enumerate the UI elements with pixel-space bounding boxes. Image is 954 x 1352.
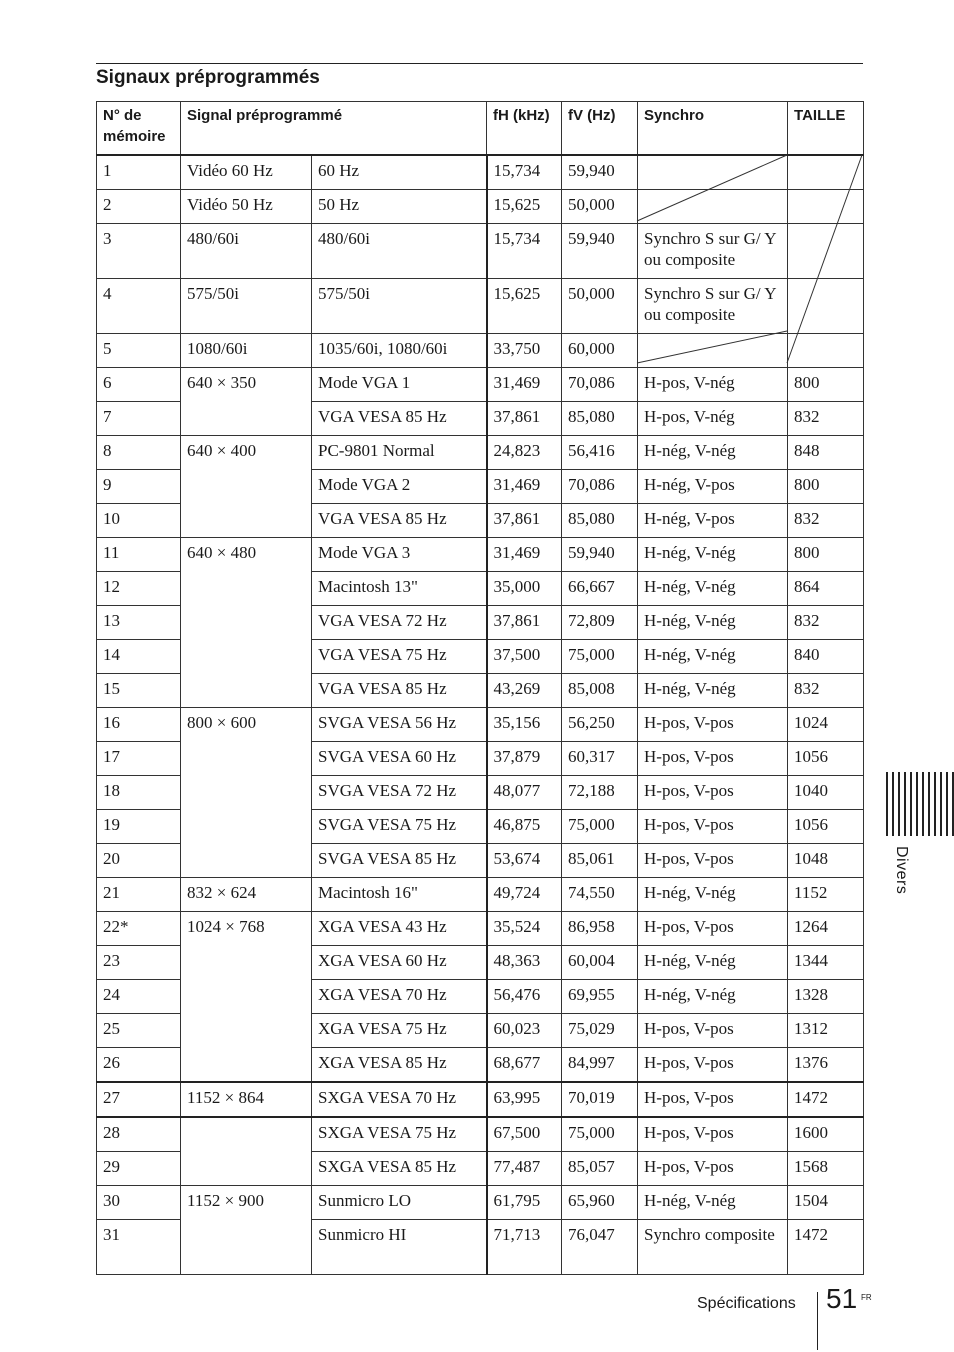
cell-signal-name: SVGA VESA 56 Hz [312,708,487,742]
cell-signal-name: 575/50i [312,279,487,334]
cell-fh: 67,500 [487,1117,562,1152]
cell-memory-no: 31 [97,1220,181,1275]
header-preset-signal: Signal préprogrammé [181,102,487,156]
cell-fv: 72,809 [562,606,638,640]
cell-memory-no: 22* [97,912,181,946]
cell-signal-name: Macintosh 13" [312,572,487,606]
table-row [97,224,864,279]
cell-size: 848 [788,436,864,470]
cell-synchro: H-nég, V-nég [638,436,788,470]
table-row [97,912,864,946]
cell-memory-no: 30 [97,1186,181,1220]
cell-size: 1056 [788,742,864,776]
cell-memory-no: 10 [97,504,181,538]
cell-synchro: H-nég, V-nég [638,674,788,708]
cell-memory-no: 15 [97,674,181,708]
cell-fh: 61,795 [487,1186,562,1220]
cell-synchro: H-nég, V-nég [638,1186,788,1220]
cell-memory-no: 19 [97,810,181,844]
cell-signal-group: 480/60i [181,224,312,279]
footer-section-label: Spécifications [697,1295,796,1312]
cell-signal-group: 575/50i [181,279,312,334]
cell-synchro: H-pos, V-nég [638,402,788,436]
cell-synchro: H-pos, V-nég [638,368,788,402]
table-row [97,708,864,742]
cell-size: 1040 [788,776,864,810]
table-row [97,742,864,776]
cell-fv: 84,997 [562,1048,638,1083]
cell-size: 1152 [788,878,864,912]
cell-signal-group: 1152 × 864 [181,1082,312,1117]
cell-signal-name: VGA VESA 75 Hz [312,640,487,674]
cell-signal-group [181,504,312,538]
cell-signal-name: Sunmicro HI [312,1220,487,1275]
cell-fh: 15,734 [487,155,562,190]
side-tab-label: Divers [893,846,910,895]
cell-synchro: H-pos, V-pos [638,912,788,946]
cell-synchro [638,334,788,368]
cell-signal-name: SXGA VESA 70 Hz [312,1082,487,1117]
cell-size [788,190,864,224]
cell-signal-name: 1035/60i, 1080/60i [312,334,487,368]
preset-signals-table [96,101,864,1275]
cell-signal-group [181,572,312,606]
cell-size: 1376 [788,1048,864,1083]
table-row [97,1186,864,1220]
footer-divider [817,1292,818,1350]
cell-signal-group [181,1014,312,1048]
cell-signal-name: XGA VESA 60 Hz [312,946,487,980]
cell-memory-no: 5 [97,334,181,368]
table-row [97,572,864,606]
cell-signal-group: 640 × 400 [181,436,312,470]
page-language: FR [861,1293,872,1302]
table-row [97,1152,864,1186]
cell-fv: 60,000 [562,334,638,368]
cell-fv: 60,004 [562,946,638,980]
cell-signal-name: SVGA VESA 72 Hz [312,776,487,810]
cell-fh: 77,487 [487,1152,562,1186]
cell-synchro: H-pos, V-pos [638,1117,788,1152]
cell-size: 1472 [788,1220,864,1275]
cell-fv: 85,080 [562,504,638,538]
table-header-row [97,102,864,156]
cell-size: 1312 [788,1014,864,1048]
cell-synchro: Synchro composite [638,1220,788,1275]
cell-fh: 35,000 [487,572,562,606]
cell-fv: 75,000 [562,640,638,674]
cell-size: 832 [788,674,864,708]
cell-size: 1328 [788,980,864,1014]
cell-size: 1264 [788,912,864,946]
cell-signal-name: VGA VESA 72 Hz [312,606,487,640]
cell-fh: 49,724 [487,878,562,912]
cell-signal-group: 640 × 480 [181,538,312,572]
cell-fh: 31,469 [487,368,562,402]
cell-fv: 72,188 [562,776,638,810]
cell-memory-no: 23 [97,946,181,980]
table-row [97,470,864,504]
header-fh: fH (kHz) [487,102,562,156]
cell-fv: 75,000 [562,1117,638,1152]
cell-synchro: H-pos, V-pos [638,1048,788,1083]
cell-size: 1048 [788,844,864,878]
cell-size: 864 [788,572,864,606]
cell-memory-no: 18 [97,776,181,810]
table-row [97,155,864,190]
header-size: TAILLE [788,102,864,156]
cell-signal-name: SVGA VESA 60 Hz [312,742,487,776]
cell-signal-name: XGA VESA 75 Hz [312,1014,487,1048]
cell-signal-name: VGA VESA 85 Hz [312,674,487,708]
cell-synchro [638,190,788,224]
table-row [97,946,864,980]
cell-signal-name: SXGA VESA 75 Hz [312,1117,487,1152]
cell-signal-group [181,776,312,810]
cell-signal-group [181,810,312,844]
cell-fh: 15,625 [487,190,562,224]
table-row [97,878,864,912]
cell-fh: 60,023 [487,1014,562,1048]
cell-synchro: H-pos, V-pos [638,844,788,878]
cell-synchro: H-nég, V-nég [638,640,788,674]
cell-fv: 76,047 [562,1220,638,1275]
cell-signal-name: 50 Hz [312,190,487,224]
cell-signal-group [181,606,312,640]
cell-synchro: H-nég, V-nég [638,538,788,572]
cell-synchro: H-nég, V-nég [638,606,788,640]
cell-fh: 68,677 [487,1048,562,1083]
top-rule [96,63,863,64]
cell-signal-group [181,742,312,776]
cell-signal-name: XGA VESA 43 Hz [312,912,487,946]
cell-signal-name: Mode VGA 3 [312,538,487,572]
cell-signal-group [181,470,312,504]
cell-synchro: H-pos, V-pos [638,708,788,742]
page-number: 51 [826,1283,858,1314]
cell-memory-no: 12 [97,572,181,606]
cell-signal-group: 832 × 624 [181,878,312,912]
cell-synchro: Synchro S sur G/ Y ou composite [638,279,788,334]
cell-signal-name: Macintosh 16" [312,878,487,912]
cell-fv: 74,550 [562,878,638,912]
cell-memory-no: 1 [97,155,181,190]
cell-memory-no: 14 [97,640,181,674]
cell-memory-no: 27 [97,1082,181,1117]
cell-fv: 66,667 [562,572,638,606]
cell-signal-group [181,640,312,674]
table-row [97,980,864,1014]
cell-size: 1568 [788,1152,864,1186]
cell-memory-no: 25 [97,1014,181,1048]
cell-signal-group [181,1048,312,1083]
cell-fh: 35,524 [487,912,562,946]
cell-fv: 75,000 [562,810,638,844]
cell-signal-group: Vidéo 60 Hz [181,155,312,190]
cell-size: 800 [788,538,864,572]
cell-signal-group [181,1117,312,1152]
cell-signal-group: 640 × 350 [181,368,312,402]
cell-fh: 37,879 [487,742,562,776]
cell-memory-no: 17 [97,742,181,776]
table-row [97,402,864,436]
cell-synchro: H-pos, V-pos [638,742,788,776]
cell-memory-no: 29 [97,1152,181,1186]
cell-memory-no: 7 [97,402,181,436]
cell-fv: 59,940 [562,155,638,190]
cell-signal-group: Vidéo 50 Hz [181,190,312,224]
cell-synchro: H-pos, V-pos [638,1082,788,1117]
cell-signal-name: VGA VESA 85 Hz [312,504,487,538]
cell-fv: 85,061 [562,844,638,878]
cell-signal-name: PC-9801 Normal [312,436,487,470]
cell-signal-name: XGA VESA 85 Hz [312,1048,487,1083]
cell-fh: 15,734 [487,224,562,279]
cell-memory-no: 9 [97,470,181,504]
cell-fh: 56,476 [487,980,562,1014]
cell-synchro: H-nég, V-pos [638,470,788,504]
header-fv: fV (Hz) [562,102,638,156]
cell-size: 832 [788,402,864,436]
table-row [97,538,864,572]
table-row [97,279,864,334]
cell-memory-no: 13 [97,606,181,640]
cell-signal-group [181,980,312,1014]
cell-synchro: H-pos, V-pos [638,776,788,810]
cell-fv: 59,940 [562,224,638,279]
cell-fv: 85,057 [562,1152,638,1186]
table-row [97,436,864,470]
table-row [97,334,864,368]
table-row [97,640,864,674]
cell-fv: 65,960 [562,1186,638,1220]
cell-fh: 48,077 [487,776,562,810]
cell-fh: 15,625 [487,279,562,334]
cell-fh: 48,363 [487,946,562,980]
cell-size: 1344 [788,946,864,980]
cell-fv: 69,955 [562,980,638,1014]
cell-signal-name: Mode VGA 2 [312,470,487,504]
cell-memory-no: 28 [97,1117,181,1152]
cell-signal-name: SXGA VESA 85 Hz [312,1152,487,1186]
cell-size: 840 [788,640,864,674]
cell-size [788,224,864,279]
cell-fh: 46,875 [487,810,562,844]
table-row [97,674,864,708]
table-row [97,1048,864,1083]
cell-fv: 70,086 [562,470,638,504]
cell-memory-no: 20 [97,844,181,878]
cell-memory-no: 11 [97,538,181,572]
cell-synchro: H-nég, V-nég [638,878,788,912]
cell-fv: 56,250 [562,708,638,742]
cell-size: 832 [788,606,864,640]
cell-fh: 37,861 [487,402,562,436]
cell-fv: 70,086 [562,368,638,402]
cell-signal-group [181,402,312,436]
table-row [97,844,864,878]
cell-fh: 24,823 [487,436,562,470]
cell-fh: 37,861 [487,606,562,640]
cell-signal-group: 1024 × 768 [181,912,312,946]
cell-fh: 53,674 [487,844,562,878]
cell-fh: 37,861 [487,504,562,538]
cell-fv: 50,000 [562,279,638,334]
cell-signal-name: Sunmicro LO [312,1186,487,1220]
cell-memory-no: 3 [97,224,181,279]
cell-signal-group [181,946,312,980]
cell-size [788,279,864,334]
cell-size [788,334,864,368]
cell-signal-group: 1080/60i [181,334,312,368]
cell-fh: 35,156 [487,708,562,742]
cell-size: 832 [788,504,864,538]
table-row [97,606,864,640]
cell-fh: 43,269 [487,674,562,708]
cell-fv: 59,940 [562,538,638,572]
cell-synchro: H-pos, V-pos [638,1014,788,1048]
cell-fv: 86,958 [562,912,638,946]
cell-memory-no: 24 [97,980,181,1014]
cell-fh: 63,995 [487,1082,562,1117]
cell-fh: 31,469 [487,538,562,572]
section-title: Signaux préprogrammés [96,67,320,88]
header-synchro: Synchro [638,102,788,156]
cell-fh: 71,713 [487,1220,562,1275]
cell-memory-no: 4 [97,279,181,334]
cell-memory-no: 16 [97,708,181,742]
side-tab-marker [886,772,954,836]
cell-fv: 50,000 [562,190,638,224]
cell-size: 1600 [788,1117,864,1152]
cell-fv: 85,080 [562,402,638,436]
cell-fh: 37,500 [487,640,562,674]
table-row [97,1082,864,1117]
cell-signal-group [181,1220,312,1275]
cell-signal-name: XGA VESA 70 Hz [312,980,487,1014]
cell-fv: 56,416 [562,436,638,470]
cell-memory-no: 8 [97,436,181,470]
table-row [97,1117,864,1152]
cell-size: 1504 [788,1186,864,1220]
cell-signal-group [181,1152,312,1186]
cell-memory-no: 21 [97,878,181,912]
cell-signal-name: 60 Hz [312,155,487,190]
cell-signal-name: Mode VGA 1 [312,368,487,402]
cell-signal-group [181,844,312,878]
cell-synchro [638,155,788,190]
table-row [97,1014,864,1048]
cell-signal-name: 480/60i [312,224,487,279]
cell-signal-name: VGA VESA 85 Hz [312,402,487,436]
cell-synchro: Synchro S sur G/ Y ou composite [638,224,788,279]
cell-signal-group: 1152 × 900 [181,1186,312,1220]
cell-size: 1472 [788,1082,864,1117]
cell-signal-name: SVGA VESA 85 Hz [312,844,487,878]
cell-synchro: H-nég, V-nég [638,946,788,980]
table-row [97,810,864,844]
cell-synchro: H-nég, V-nég [638,980,788,1014]
cell-signal-group [181,674,312,708]
table-row [97,1220,864,1275]
cell-fv: 85,008 [562,674,638,708]
cell-fh: 33,750 [487,334,562,368]
cell-size [788,155,864,190]
table-row [97,190,864,224]
cell-size: 800 [788,368,864,402]
cell-signal-name: SVGA VESA 75 Hz [312,810,487,844]
cell-memory-no: 6 [97,368,181,402]
table-row [97,776,864,810]
cell-size: 1056 [788,810,864,844]
table-row [97,368,864,402]
table-row [97,504,864,538]
cell-synchro: H-pos, V-pos [638,810,788,844]
cell-size: 800 [788,470,864,504]
cell-fh: 31,469 [487,470,562,504]
header-memory-no: N° de mémoire [97,102,181,156]
cell-synchro: H-pos, V-pos [638,1152,788,1186]
cell-memory-no: 26 [97,1048,181,1083]
cell-synchro: H-nég, V-nég [638,572,788,606]
cell-synchro: H-nég, V-pos [638,504,788,538]
cell-fv: 60,317 [562,742,638,776]
cell-fv: 70,019 [562,1082,638,1117]
cell-size: 1024 [788,708,864,742]
cell-signal-group: 800 × 600 [181,708,312,742]
cell-fv: 75,029 [562,1014,638,1048]
cell-memory-no: 2 [97,190,181,224]
